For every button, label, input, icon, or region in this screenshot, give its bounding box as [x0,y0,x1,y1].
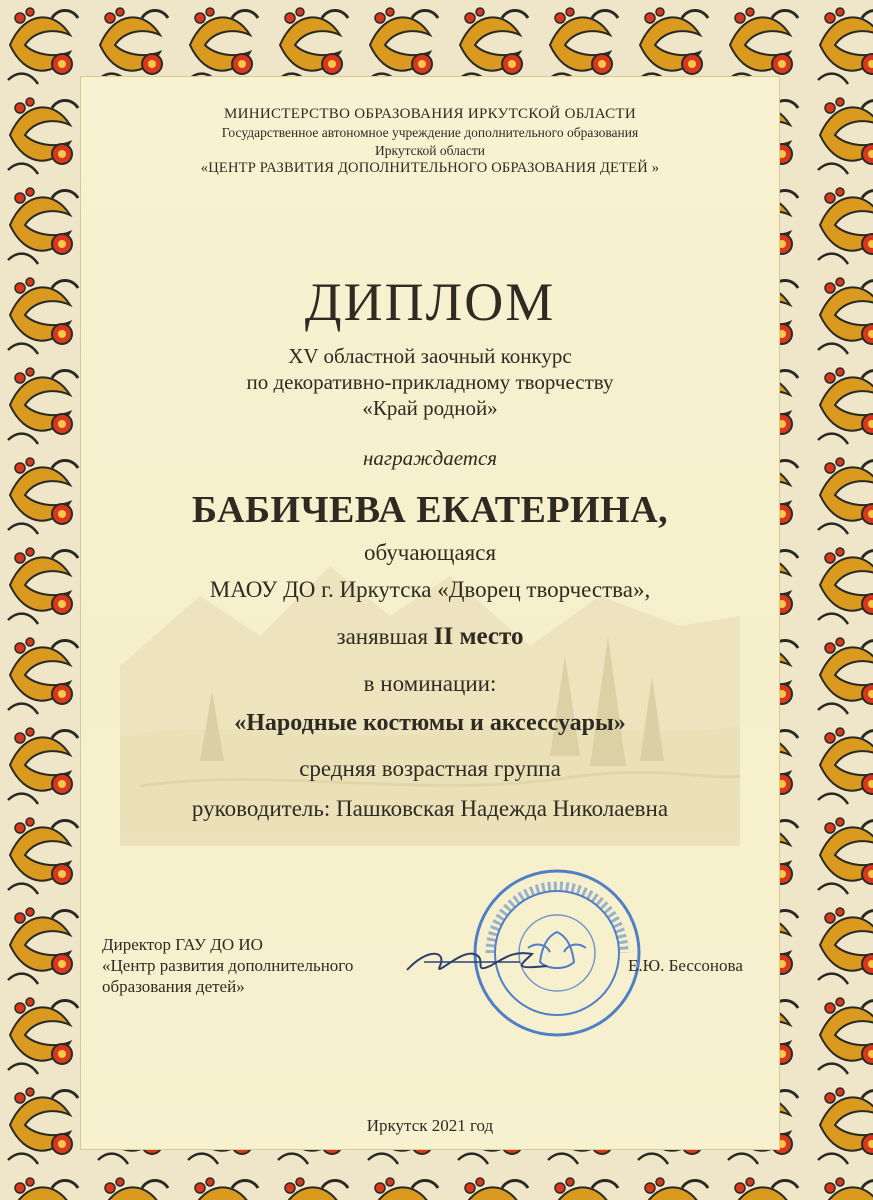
director-block [102,934,412,997]
nomination-label: в номинации: [363,671,497,696]
place-prefix: занявшая [336,624,434,649]
contest-line-1: XV областной заочный конкурс [288,344,572,368]
nomination-name: «Народные костюмы и аксессуары» [234,710,626,736]
awarded-label: награждается [362,446,498,470]
diploma-title: ДИПЛОМ [304,272,556,332]
region-name: Иркутской области [374,143,486,158]
recipient-name: БАБИЧЕВА ЕКАТЕРИНА, [191,489,669,531]
signer-name: Е.Ю. Бессонова [628,956,743,975]
city-year: Иркутск 2021 год [366,1116,494,1135]
student-label: обучающаяся [363,540,497,565]
director-line-3: образования детей» [102,977,245,996]
director-line-2: «Центр развития дополнительного [102,956,354,975]
age-group: средняя возрастная группа [299,756,561,781]
contest-line-2: по декоративно-прикладному творчеству [246,370,614,394]
place-line [80,623,780,651]
center-name: «ЦЕНТР РАЗВИТИЯ ДОПОЛНИТЕЛЬНОГО ОБРАЗОВАНИЯ ДЕТЕЙ » [200,160,660,176]
director-signature [402,940,552,980]
diploma-panel [80,76,780,1150]
contest-line-3: «Край родной» [362,396,498,420]
supervisor: руководитель: Пашковская Надежда Николаевна [191,796,669,821]
director-line-1: Директор ГАУ ДО ИО [102,935,263,954]
ministry-name: МИНИСТЕРСТВО ОБРАЗОВАНИЯ ИРКУТСКОЙ ОБЛАСТИ [223,106,637,122]
institution-name: Государственное автономное учреждение дополнительного образования [221,125,639,140]
school-name: МАОУ ДО г. Иркутска «Дворец творчества», [209,577,651,602]
place-value: II место [433,623,524,650]
